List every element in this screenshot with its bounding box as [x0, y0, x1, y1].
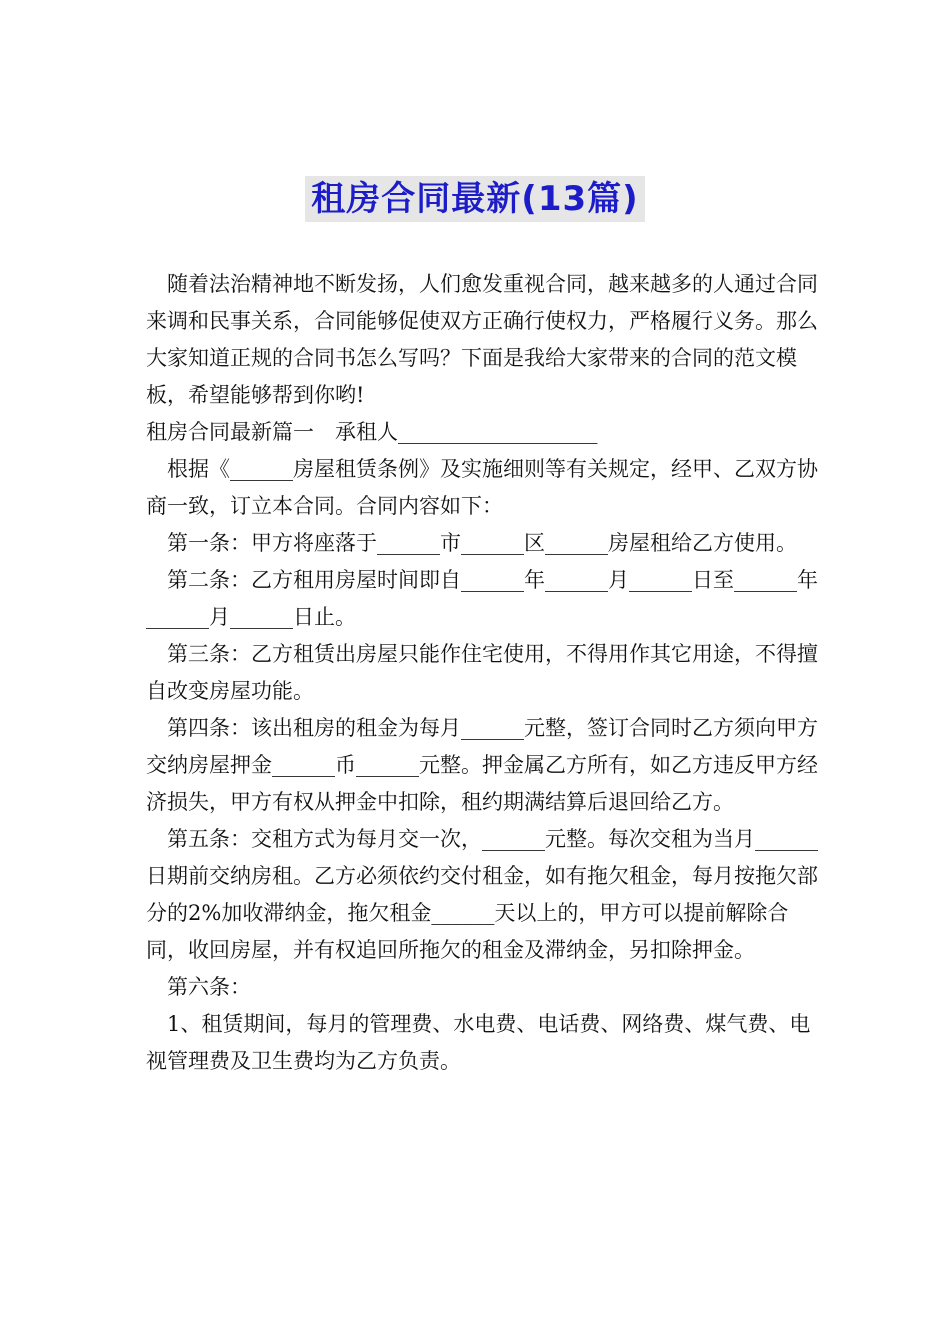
article-5: 第五条：交租方式为每月交一次，______元整。每次交租为当月______日期前交纳房租。乙方必须依约交付租金，如有拖欠租金，每月按拖欠部分的2%加收滞纳金，拖欠租金______天以上的，甲方可以提前解除合同，收回房屋，并有权追回所拖欠的租金及滞纳金，另扣除押金。: [146, 827, 818, 962]
article-6-item-1: 1、租赁期间，每月的管理费、水电费、电话费、网络费、煤气费、电视管理费及卫生费均为乙方负责。: [146, 1012, 811, 1073]
document-title: 租房合同最新(13篇): [305, 176, 644, 222]
article-6: 第六条：: [167, 975, 251, 999]
article-2: 第二条：乙方租用房屋时间即自______年______月______日至______年______月______日止。: [146, 568, 818, 629]
title-container: [0, 176, 950, 222]
document-body: [146, 266, 818, 1080]
basis-paragraph: 根据《______房屋租赁条例》及实施细则等有关规定，经甲、乙双方协商一致，订立本合同。合同内容如下：: [146, 457, 818, 518]
article-4: 第四条：该出租房的租金为每月______元整，签订合同时乙方须向甲方交纳房屋押金______币______元整。押金属乙方所有，如乙方违反甲方经济损失，甲方有权从押金中扣除，租约期满结算后退回给乙方。: [146, 716, 818, 814]
article-1: 第一条：甲方将座落于______市______区______房屋租给乙方使用。: [167, 531, 797, 555]
article-3: 第三条：乙方租赁出房屋只能作住宅使用，不得用作其它用途，不得擅自改变房屋功能。: [146, 642, 818, 703]
section-heading-one: 租房合同最新篇一 承租人___________________: [146, 420, 598, 444]
intro-paragraph: 随着法治精神地不断发扬，人们愈发重视合同，越来越多的人通过合同来调和民事关系，合同能够促使双方正确行使权力，严格履行义务。那么大家知道正规的合同书怎么写吗？下面是我给大家带来的合同的范文模板，希望能够帮到你哟!: [146, 272, 818, 407]
